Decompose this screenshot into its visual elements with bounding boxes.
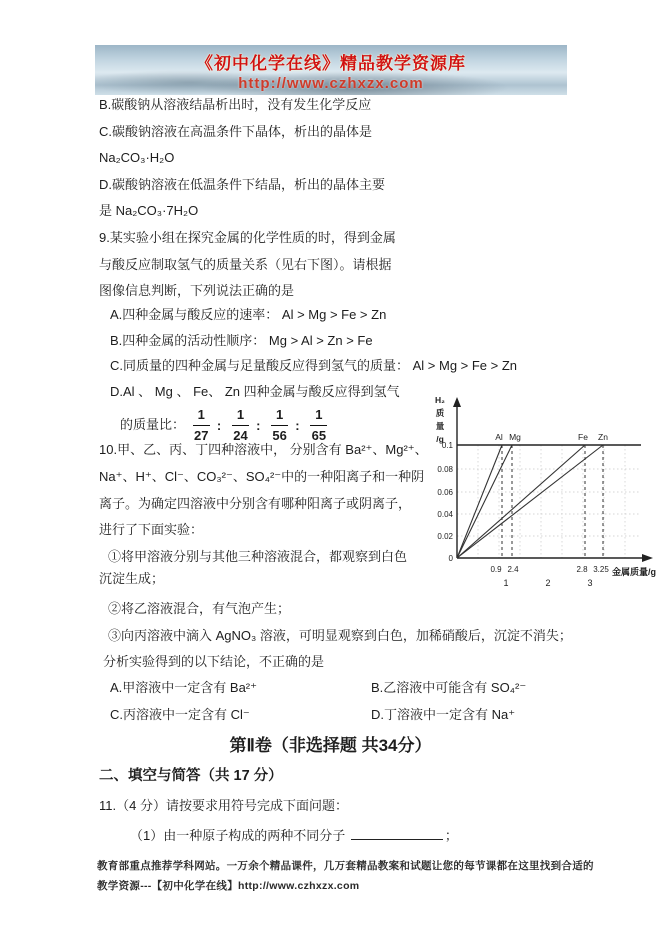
footer-url-link[interactable]: http://www.czhxzx.com (238, 880, 360, 892)
q9-ratio-label: 的质量比： (120, 416, 186, 432)
h2-mass-vs-metal-mass-chart (430, 393, 658, 593)
series-line-zn (457, 445, 603, 558)
q10-conclusion-stem: 分析实验得到的以下结论，不正确的是 (103, 654, 325, 669)
q10-option-c: C.丙溶液中一定含有 Cl⁻ (110, 707, 250, 722)
q8-option-d-line1: D.碳酸钠溶液在低温条件下结晶，析出的晶体主要 (99, 177, 386, 192)
x-value-2.4: 2.4 (507, 565, 519, 574)
q9-ratio-line (120, 406, 331, 445)
q10-experiment-3: ③向丙溶液中滴入 AgNO₃ 溶液，可明显观察到白色，加稀硝酸后，沉淀不消失； (108, 628, 572, 643)
footer-line2-text: 教学资源---【初中化学在线】 (97, 880, 238, 892)
x-tick-3: 3 (587, 578, 593, 588)
q10-experiment-2: ②将乙溶液混合，有气泡产生； (108, 601, 291, 616)
y-tick-0.04: 0.04 (437, 510, 453, 519)
part-2-heading: 二、填空与简答（共 17 分） (99, 768, 283, 784)
fraction-1-56: $\frac{1}{56}$ (272, 407, 287, 443)
series-label-mg: Mg (509, 432, 521, 442)
q9-stem-line3: 图像信息判断，下列说法正确的是 (99, 283, 295, 298)
x-value-3.25: 3.25 (593, 565, 609, 574)
ratio-separator: : (256, 417, 261, 433)
q10-option-b: B.乙溶液中可能含有 SO₄²⁻ (371, 680, 527, 695)
q9-option-b: B.四种金属的活动性顺序： Mg > Al > Zn > Fe (110, 333, 373, 348)
series-label-fe: Fe (578, 432, 588, 442)
y-tick-0.1: 0.1 (441, 441, 453, 450)
y-tick-0.06: 0.06 (437, 488, 453, 497)
y-axis-title-unit: /g (436, 434, 444, 444)
x-value-2.8: 2.8 (576, 565, 588, 574)
y-tick-0.08: 0.08 (437, 465, 453, 474)
q8-formula-c: Na₂CO₃·H₂O (99, 150, 175, 165)
q9-stem-line2: 与酸反应制取氢气的质量关系（见右下图）。请根据 (99, 257, 392, 272)
x-value-0.9: 0.9 (490, 565, 502, 574)
axes (457, 405, 644, 558)
y-axis-title-liang: 量 (435, 421, 445, 431)
section-2-heading: 第Ⅱ卷（非选择题 共34分） (229, 736, 432, 755)
q9-option-a: A.四种金属与酸反应的速率： Al > Mg > Fe > Zn (110, 307, 387, 322)
x-tick-2: 2 (545, 578, 551, 588)
y-axis-arrow (453, 397, 461, 407)
ratio-separator: : (295, 417, 300, 433)
y-axis-title-h2: H₂ (435, 395, 445, 405)
x-axis-title: 金属质量/g (612, 567, 656, 577)
y-axis-title-zhi: 质 (435, 408, 445, 418)
q10-experiment-1-line2: 沉淀生成； (99, 571, 165, 586)
q9-option-c: C.同质量的四种金属与足量酸反应得到氢气的质量： Al > Mg > Fe > Zn (110, 358, 518, 373)
droplines (502, 445, 603, 558)
q8-option-b: B.碳酸钠从溶液结晶析出时，没有发生化学反应 (99, 97, 372, 112)
x-value-labels (490, 565, 609, 574)
q10-option-a: A.甲溶液中一定含有 Ba²⁺ (110, 680, 257, 695)
q10-stem-line3: 离子。为确定四溶液中分别含有哪种阳离子或阴离子， (99, 496, 412, 511)
banner-title: 《初中化学在线》精品教学资源库 (196, 53, 466, 73)
q9-option-d-line1: D.Al 、 Mg 、 Fe、 Zn 四种金属与酸反应得到氢气 (110, 384, 400, 399)
fraction-1-65: $\frac{1}{65}$ (311, 407, 327, 443)
q11-sub1 (130, 826, 458, 845)
y-tick-0: 0 (448, 554, 453, 563)
q8-option-c: C.碳酸钠溶液在高温条件下晶体，析出的晶体是 (99, 124, 373, 139)
series-lines (457, 445, 603, 558)
q11-sub1-punct: ； (444, 828, 458, 843)
series-label-zn: Zn (598, 432, 608, 442)
fraction-1-24: $\frac{1}{24}$ (233, 407, 248, 443)
series-labels (495, 432, 608, 442)
x-tick-labels (503, 578, 592, 588)
fraction-1-27: $\frac{1}{27}$ (194, 407, 209, 443)
y-axis-title (435, 395, 445, 444)
series-line-mg (457, 445, 512, 558)
ratio-separator: : (216, 417, 222, 433)
x-axis-arrow (642, 554, 653, 562)
q8-option-d-line2: 是 Na₂CO₃·7H₂O (99, 203, 199, 218)
q9-stem-line1: 9.某实验小组在探究金属的化学性质的时，得到金属 (99, 230, 396, 245)
q10-stem-line2: Na⁺、H⁺、Cl⁻、CO₃²⁻、SO₄²⁻中的一种阳离子和一种阴 (99, 469, 425, 484)
answer-blank (351, 826, 443, 840)
footer-line1: 教育部重点推荐学科网站。一万余个精品课件，几万套精品教案和试题让您的每节课都在这里找到合适的 (97, 860, 594, 872)
series-label-al: Al (495, 432, 503, 442)
q10-experiment-1-line1: ①将甲溶液分别与其他三种溶液混合，都观察到白色 (108, 549, 408, 564)
series-line-fe (457, 445, 585, 558)
q10-stem-line4: 进行了下面实验： (99, 522, 204, 537)
banner-url-link[interactable]: http://www.czhxzx.com (238, 74, 424, 92)
q10-stem-line1: 10.甲、乙、丙、丁四种溶液中， 分别含有 Ba²⁺、Mg²⁺、 (99, 442, 428, 457)
y-tick-0.02: 0.02 (437, 532, 453, 541)
x-tick-1: 1 (503, 578, 509, 588)
site-banner (95, 45, 567, 95)
footer-line2 (97, 878, 359, 893)
y-tick-labels (437, 441, 453, 563)
q10-option-d: D.丁溶液中一定含有 Na⁺ (371, 707, 516, 722)
q11-stem: 11.（4 分）请按要求用符号完成下面问题： (99, 798, 348, 813)
q11-sub1-text: （1）由一种原子构成的两种不同分子 (130, 828, 346, 843)
